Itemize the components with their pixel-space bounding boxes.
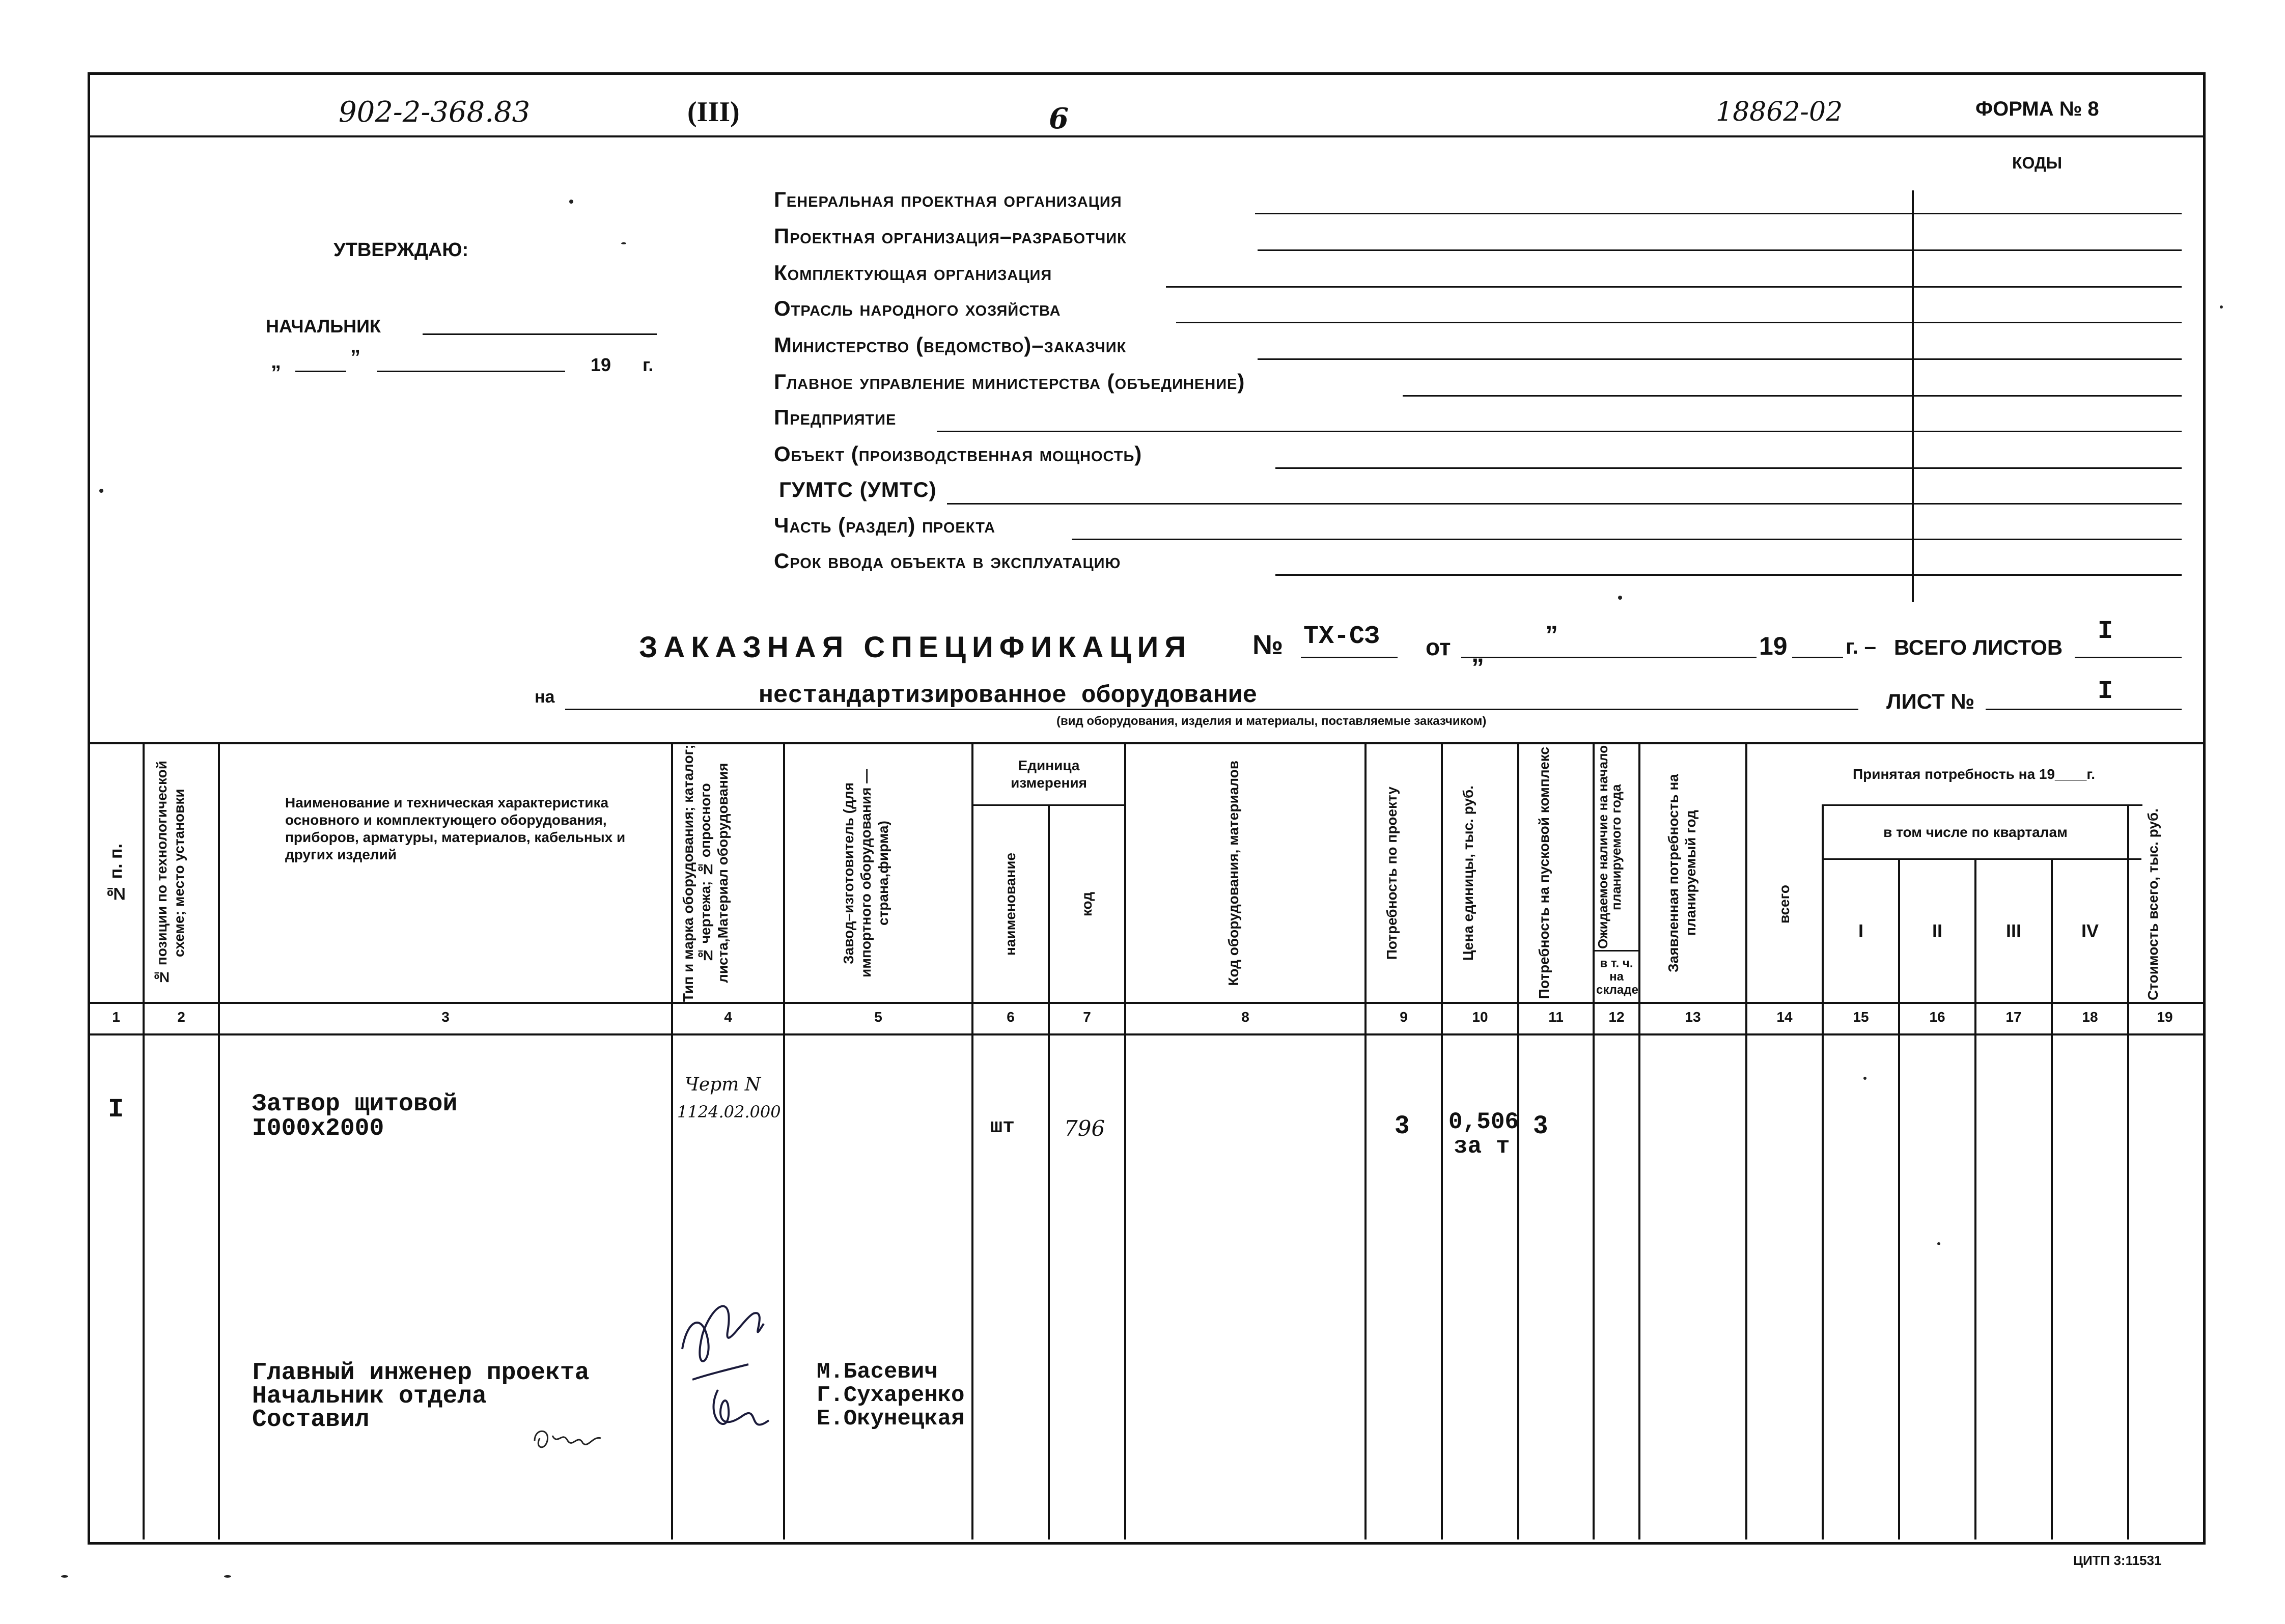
column-number: 16	[1929, 1009, 1945, 1025]
scan-speck	[2220, 305, 2223, 309]
column-number: 14	[1776, 1009, 1793, 1025]
header-quarter-1: I	[1858, 920, 1863, 941]
spec-year-line	[1792, 657, 1843, 658]
column-number: 10	[1472, 1009, 1488, 1025]
column-number: 12	[1608, 1009, 1625, 1025]
total-sheets-value: I	[2098, 617, 2113, 646]
scan-speck	[569, 200, 573, 204]
sheet-number-line	[1986, 709, 2182, 710]
header-type: Тип и марка оборудования; каталог; № чертежа; № опросного листа,Материал оборудования	[680, 744, 731, 1002]
codes-label: КОДЫ	[2012, 154, 2063, 172]
row-drawing-line-2: 1124.02.000	[677, 1102, 781, 1122]
date-month-line	[377, 371, 565, 372]
column-number: 2	[177, 1009, 185, 1025]
signer-title: Начальник отдела	[252, 1383, 487, 1410]
spec-date-quote: ”	[1545, 621, 1558, 649]
spec-from-label: от	[1426, 634, 1451, 660]
header-name: Наименование и техническая характеристика основного и комплектующего оборудования, приборов, арматуры, материалов, кабельных и других изделий	[285, 795, 626, 862]
signer-name: М.Басевич	[817, 1359, 938, 1385]
header-accepted-group: Принятая потребность на 19____г.	[1853, 766, 2095, 782]
column-number: 4	[724, 1009, 732, 1025]
row-launch-qty: 3	[1534, 1110, 1548, 1139]
header-cost: Стоимость всего, тыс. руб.	[2145, 808, 2161, 1000]
row-position: I	[108, 1095, 124, 1125]
header-unit-code: код	[1079, 891, 1095, 917]
signer-title: Составил	[252, 1406, 370, 1434]
equipment-type-line	[565, 709, 1858, 710]
column-number: 1	[112, 1009, 120, 1025]
scan-speck	[1937, 1242, 1940, 1245]
header-expected-stock: Ожидаемое наличие на начало планируемого года	[1595, 745, 1624, 949]
sheet-number: I	[2098, 677, 2113, 706]
row-unit: шт	[990, 1116, 1015, 1139]
column-number: 6	[1007, 1009, 1015, 1025]
scan-speck	[1618, 596, 1622, 600]
chief-label: НАЧАЛЬНИК	[266, 316, 381, 337]
total-sheets-line	[2075, 657, 2182, 658]
scan-speck	[61, 1575, 68, 1578]
header-position: № позиции по технологической схеме; место установки	[154, 761, 187, 986]
column-number: 17	[2005, 1009, 2022, 1025]
header-row-number: № п. п.	[106, 843, 126, 903]
date-year-prefix: 19	[591, 354, 611, 375]
signer-title: Главный инженер проекта	[252, 1359, 590, 1387]
approve-label: УТВЕРЖДАЮ:	[333, 239, 469, 261]
column-number: 13	[1685, 1009, 1701, 1025]
header-quarter-group: в том числе по кварталам	[1883, 824, 2068, 840]
signer-name: Е.Окунецкая	[817, 1406, 965, 1432]
column-number: 9	[1400, 1009, 1408, 1025]
spec-title: ЗАКАЗНАЯ СПЕЦИФИКАЦИЯ	[639, 631, 1192, 664]
header-declared-need: Заявленная потребность на планируемый год	[1665, 774, 1698, 972]
header-launch-need: Потребность на пусковой комплекс	[1536, 747, 1552, 999]
column-number: 3	[441, 1009, 450, 1025]
signer-name: Г.Сухаренко	[817, 1383, 965, 1408]
row-price-line-2: за т	[1454, 1133, 1510, 1160]
column-number: 15	[1853, 1009, 1869, 1025]
header-quarter-4: IV	[2081, 920, 2099, 941]
top-strip-divider	[88, 135, 2205, 137]
header-total: всего	[1776, 884, 1792, 924]
header-equipment-code: Код оборудования, материалов	[1225, 760, 1241, 986]
header-project-need: Потребность по проекту	[1384, 786, 1400, 960]
row-qty: 3	[1395, 1110, 1409, 1139]
column-number: 7	[1083, 1009, 1091, 1025]
chief-signature-line	[423, 333, 657, 335]
footer-stamp: ЦИТП 3:11531	[2073, 1553, 2162, 1568]
compiler-signature	[530, 1420, 606, 1456]
handwritten-signature	[672, 1273, 784, 1466]
scan-speck	[1863, 1077, 1866, 1080]
scan-speck	[621, 242, 626, 244]
row-name-line-2: I000х2000	[252, 1115, 384, 1142]
spec-date-quote-2: ”	[1471, 653, 1484, 682]
spec-number-label: №	[1252, 630, 1284, 660]
spec-date-line	[1461, 657, 1757, 658]
scan-speck	[224, 1575, 231, 1578]
spec-year-label: 19	[1759, 632, 1788, 660]
sheet-label: ЛИСТ №	[1886, 689, 1975, 713]
spec-number-line	[1301, 657, 1398, 658]
row-drawing-line-1: Черт N	[685, 1074, 761, 1095]
column-number: 11	[1548, 1009, 1564, 1025]
spec-na-label: на	[535, 687, 555, 707]
header-quarter-2: II	[1932, 920, 1942, 941]
date-open-quote: „	[271, 350, 281, 373]
total-sheets-label: ВСЕГО ЛИСТОВ	[1894, 635, 2063, 659]
header-unit-price: Цена единицы, тыс. руб.	[1460, 785, 1476, 961]
column-number: 5	[874, 1009, 882, 1025]
row-unit-code: 796	[1064, 1116, 1105, 1141]
column-number: 18	[2082, 1009, 2098, 1025]
column-number: 19	[2157, 1009, 2173, 1025]
date-day-line	[295, 371, 346, 372]
equipment-type: нестандартизированное оборудование	[759, 682, 1258, 710]
doc-code: 902-2-368.83	[339, 96, 531, 129]
page-number: 6	[1049, 102, 1069, 135]
header-quarter-3: III	[2005, 920, 2021, 941]
row-price-line-1: 0,506	[1448, 1109, 1519, 1135]
header-in-warehouse: в т. ч. на складе	[1596, 957, 1638, 997]
volume-number: (III)	[687, 96, 740, 128]
header-manufacturer: Завод–изготовитель (для импортного оборудования —страна,фирма)	[841, 769, 891, 977]
scan-speck	[99, 489, 103, 493]
archive-number: 18862-02	[1716, 97, 1843, 127]
form-label: ФОРМА № 8	[1975, 98, 2099, 120]
header-unit-name: наименование	[1002, 852, 1018, 956]
column-number: 8	[1241, 1009, 1249, 1025]
row-name-line-1: Затвор щитовой	[252, 1090, 458, 1118]
spec-year-suffix: г. –	[1846, 634, 1876, 658]
equipment-caption: (вид оборудования, изделия и материалы, поставляемые заказчиком)	[1056, 714, 1487, 728]
spec-number: ТХ-СЗ	[1303, 622, 1380, 651]
date-year-suffix: г.	[643, 354, 654, 375]
date-close-quote: ”	[350, 346, 360, 369]
header-unit-group: Единица измерения	[1011, 758, 1087, 791]
